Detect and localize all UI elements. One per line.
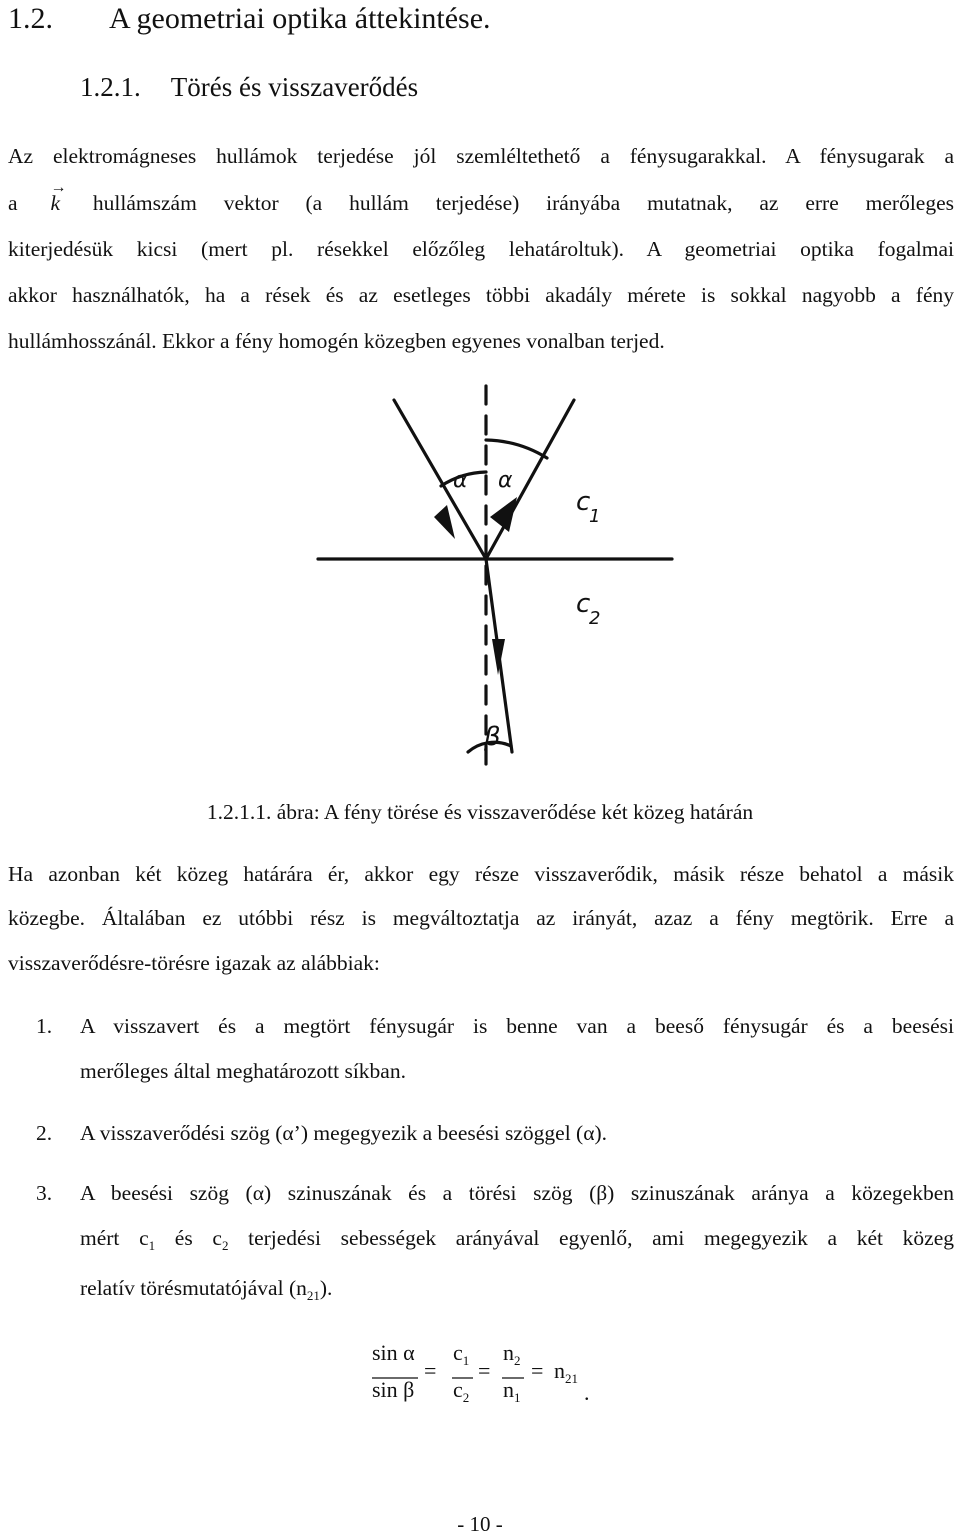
list-item-line: merőleges által meghatározott síkban.: [80, 1059, 406, 1083]
list-item-line: relatív törésmutatójával $(n_{21})$.: [80, 1276, 333, 1303]
c1-label: c: [576, 487, 591, 517]
reflected-arrowhead: [490, 497, 517, 532]
formula-period: .: [584, 1380, 590, 1405]
c1-subscript: 1: [589, 506, 601, 527]
formula-equals: =: [424, 1358, 437, 1383]
c1-inline: $c_1$: [139, 1226, 156, 1253]
paragraph-line: hullámhosszánál. Ekkor a fény homogén közegben egyenes vonalban terjed.: [8, 329, 665, 353]
formula-denominator-sin: sin β: [372, 1377, 415, 1402]
list-number: 2.: [36, 1121, 53, 1145]
paragraph-line: Az elektromágneses hullámok terjedése jól szemléltethető a fénysugarakkal. A fénysugarak a: [8, 144, 954, 168]
list-item-line: mért $c_1$ és $c_2$ terjedési sebességek arányával egyenlő, ami megegyezik a két közeg: [80, 1226, 955, 1253]
section-title: A geometriai optika áttekintése.: [109, 2, 491, 35]
paragraph-line: közegbe. Általában ez utóbbi rész is megváltoztatja az irányát, azaz a fény megtörik. Erre a: [8, 906, 954, 930]
list-item-line: A beesési szög (α) szinuszának és a törési szög (β) szinuszának aránya a közegekben: [80, 1181, 954, 1205]
alpha-label-left: α: [453, 468, 468, 493]
formula-equals: =: [478, 1358, 491, 1383]
formula-numerator-c: $c_1$: [453, 1340, 470, 1368]
c2-subscript: 2: [589, 608, 601, 629]
fraction-bars: [360, 1340, 620, 1420]
refracted-arrowhead: [492, 639, 505, 675]
subsection-number: 1.2.1.: [80, 72, 141, 102]
alpha-arc-right: [486, 440, 547, 458]
list-number: 3.: [36, 1181, 53, 1205]
formula-equals: =: [531, 1358, 544, 1383]
incident-arrowhead: [434, 505, 455, 539]
list-item-line: A visszavert és a megtört fénysugár is benne van a beeső fénysugár és a beesési: [80, 1014, 954, 1038]
figure-caption: 1.2.1.1. ábra: A fény törése és visszaverődése két közeg határán: [206, 800, 754, 824]
formula-denominator-c: $c_2$: [453, 1377, 470, 1405]
beta-label: β: [484, 722, 501, 752]
formula-numerator-n: $n_2$: [503, 1340, 521, 1368]
paragraph-line: visszaverődésre-törésre igazak az alábbiak:: [8, 951, 380, 975]
k-vector-symbol: → k: [50, 179, 67, 215]
formula-numerator-sin: sin α: [372, 1340, 415, 1365]
list-number: 1.: [36, 1014, 53, 1038]
formula-rhs: $n_{21}$: [554, 1358, 578, 1386]
formula-denominator-n: $n_1$: [503, 1377, 521, 1405]
c2-inline: $c_2$: [212, 1226, 229, 1253]
paragraph-line: akkor használhatók, ha a rések és az esetleges többi akadály mérete is sokkal nagyobb a fény: [8, 283, 954, 307]
alpha-label-right: α: [498, 468, 513, 493]
c2-label: c: [576, 589, 591, 619]
subsection-title: Törés és visszaverődés: [170, 72, 419, 102]
section-number: 1.2.: [8, 2, 53, 35]
page-number: - 10 -: [457, 1512, 503, 1536]
list-item-line: A visszaverődési szög (α’) megegyezik a beesési szöggel (α).: [80, 1121, 608, 1145]
paragraph-line: kiterjedésük kicsi (mert pl. résekkel előzőleg lehatároltuk). A geometriai optika fogalmai: [8, 237, 954, 261]
paragraph-line: a → k hullámszám vektor (a hullám terjedése) irányába mutatnak, az erre merőleges: [8, 179, 955, 215]
paragraph-line: Ha azonban két közeg határára ér, akkor egy része visszaverődik, másik része behatol a másik: [8, 862, 954, 886]
snell-formula: [360, 1340, 620, 1420]
incident-ray: [394, 400, 486, 559]
